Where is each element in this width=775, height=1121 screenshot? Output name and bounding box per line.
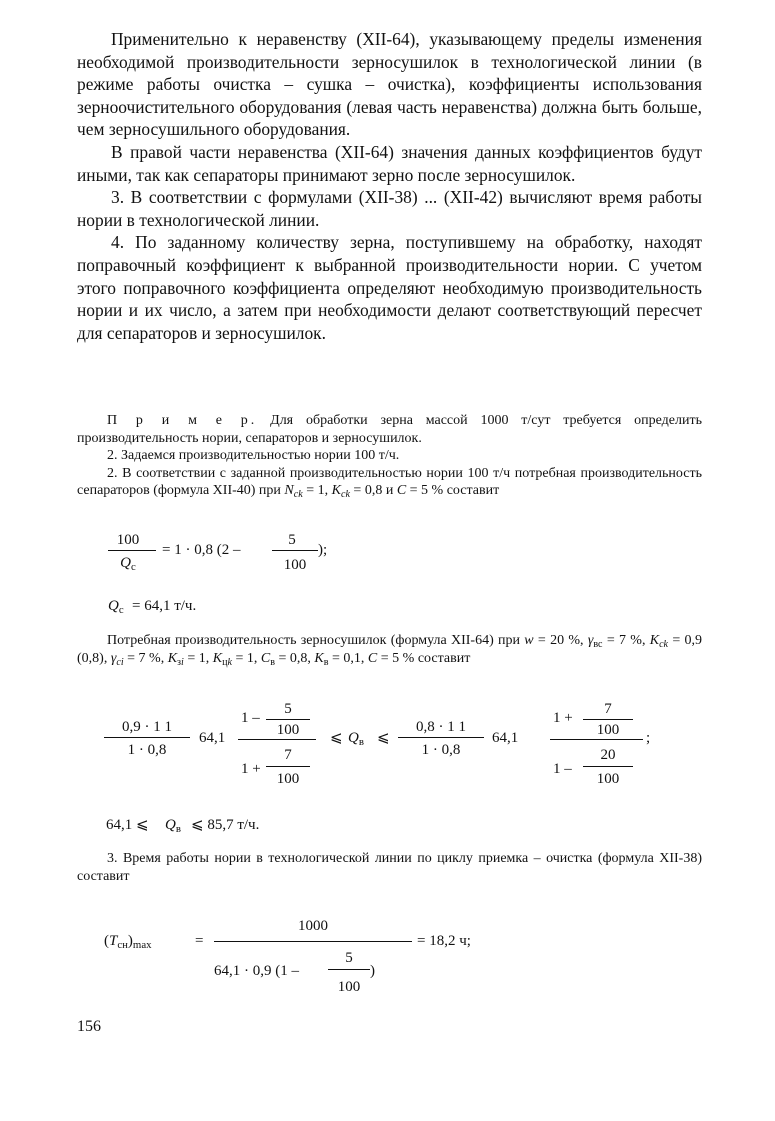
f3-left-bot-den: 100 [276,771,300,787]
example-dryers: Потребная производительность зерносушилок (формула XII-64) при w = 20 %, $\gamma_{вс} = 7$ %, $K_{ck} = 0,9$ (0,8), $\gamma_{ci} = 7$ %, $K_{зi} = 1$, $K_{цk} = 1$, $C_в = 0,8$, $K_в = 0,1$, C = 5 % составит [77,633,702,668]
f5-main-bar [214,941,412,942]
f3-right-top-num: 7 [604,701,612,717]
f3-right-bot-den: 100 [596,771,620,787]
f3-left-bot-op: 1 + [241,761,261,777]
f3-le-1: ⩽ [330,730,343,746]
f3-right-top-den: 100 [596,722,620,738]
f3-left-top-bar [266,719,310,720]
f5-numerator: 1000 [298,918,328,934]
f1-inner-denominator: 100 [283,557,307,573]
f1-end: ); [318,542,328,558]
f3-left-top-op: 1 – [241,710,260,726]
f5-denominator: 64,1 · 0,9 (1 – [214,963,299,979]
main-text [77,28,702,344]
f4-right: ⩽ 85,7 т/ч. [191,817,260,833]
f3-left-main-bar [238,739,316,740]
paragraph-4: 4. По заданному количеству зерна, поступившему на обработку, находят поправочный коэффициент к выбранной производительности нории. С учетом этого поправочного коэффициента определяют необходимую производительность нории и их число, а затем при необходимости делают соответствующий пересчет для сепараторов и зерносушилок. [77,232,702,343]
f3-right-main-bar [550,739,643,740]
f3-left-coef-num: 0,9 · 1 1 [122,719,172,735]
f3-end: ; [646,730,651,746]
f3-right-bot-op: 1 – [553,761,572,777]
f2-label: $Q_c$ [108,598,124,617]
f3-left-coef-bar [104,737,190,738]
f3-right-coef-bar [398,737,484,738]
paragraph-1: Применительно к неравенству (XII-64), указывающему пределы изменения необходимой производительности зерносушилок в технологической линии (в режиме работы очистка – сушка – очистка), коэффициенты использования зерноочистительного оборудования (левая часть неравенства) должна быть больше, чем зерносушильного оборудования. [77,29,702,140]
paragraph-3: 3. В соответствии с формулами (XII-38) ... (XII-42) вычисляют время работы нории в технологической линии. [77,187,702,230]
f4-left: 64,1 ⩽ [106,817,149,833]
f3-left-coef-den: 1 · 0,8 [127,742,167,758]
example-intro: П р и м е р. Для обработки зерна массой 1000 т/сут требуется определить производительность нории, сепараторов и зерносушилок. [77,413,702,446]
f1-numerator: 100 [116,532,140,548]
f3-right-q: 64,1 [492,730,519,746]
f1-fraction-bar [108,550,156,551]
f3-right-coef-num: 0,8 · 1 1 [416,719,466,735]
f5-inner-bar [328,969,370,970]
f3-right-coef-den: 1 · 0,8 [421,742,461,758]
f3-qv: $Q_в$ [348,730,364,749]
f1-equation: = 1 · 0,8 (2 – [162,542,241,558]
f5-eq: = [195,933,204,949]
f4-qv: $Q_в$ [165,817,181,836]
f1-inner-numerator: 5 [288,532,296,548]
f3-left-q: 64,1 [199,730,226,746]
f5-inner-den: 100 [337,979,361,995]
f3-left-top-den: 100 [276,722,300,738]
f3-left-bot-num: 7 [284,747,292,763]
example-heading: П р и м е р. [107,413,258,428]
f3-right-top-bar [583,719,633,720]
example-step-2: 2. В соответствии с заданной производительностью нории 100 т/ч потребная производительность сепараторов (формула XII-40) при $N_{ck} = 1$, $K_{ck} = 0,8$ и C = 5 % составит [77,465,702,501]
example-step-1: 2. Задаемся производительностью нории 100 т/ч. [107,448,400,463]
f3-right-top-op: 1 + [553,710,573,726]
page-number: 156 [77,1018,101,1035]
f1-denominator: $Q_c$ [120,555,136,574]
f3-le-2: ⩽ [377,730,390,746]
f2-result: = 64,1 т/ч. [132,598,197,614]
f3-right-bot-bar [583,766,633,767]
example-step-3: 3. Время работы нории в технологической линии по циклу приемка – очистка (формула XII-38) составит [77,851,702,884]
f3-left-top-num: 5 [284,701,292,717]
example-block [77,412,702,500]
f5-label: $(T_{сн})_{max}$ [104,933,152,952]
f5-inner-num: 5 [345,950,353,966]
paragraph-2: В правой части неравенства (XII-64) значения данных коэффициентов будут иными, так как сепараторы принимают зерно после зерносушилок. [77,141,702,185]
f3-left-bot-bar [266,766,310,767]
f5-result: = 18,2 ч; [417,933,471,949]
f5-close: ) [370,963,375,979]
f1-inner-bar [272,550,318,551]
f3-right-bot-num: 20 [600,747,616,763]
